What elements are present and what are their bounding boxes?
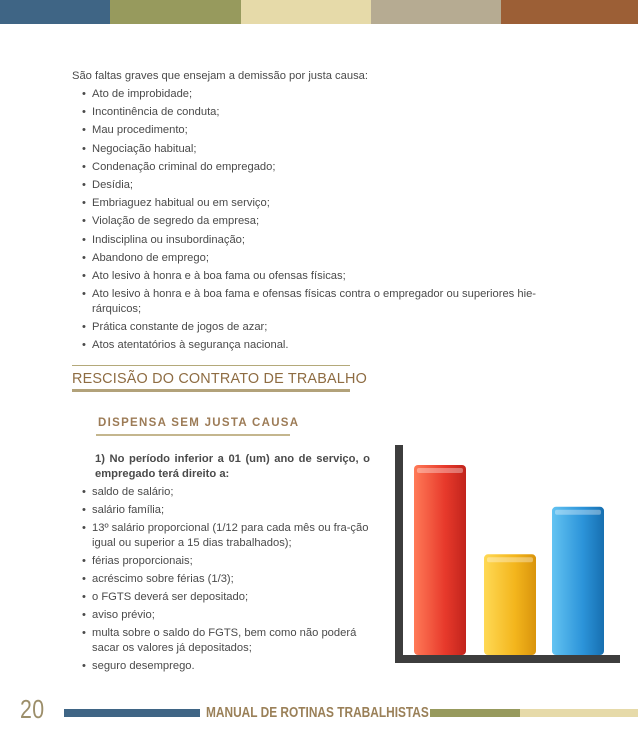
right-item: • 13º salário proporcional (1/12 para cada mês ou fra-ção igual ou superior a 15 dias trabalhados); bbox=[82, 521, 370, 551]
fault-item: • Prática constante de jogos de azar; bbox=[82, 320, 582, 335]
chart-axis-horizontal bbox=[395, 655, 620, 663]
section-underline bbox=[72, 389, 350, 392]
right-item: • aviso prévio; bbox=[82, 608, 370, 623]
serious-faults-list bbox=[82, 87, 582, 357]
footer-bar-olive bbox=[430, 709, 520, 717]
intro-text: São faltas graves que ensejam a demissão por justa causa: bbox=[72, 70, 369, 82]
header-color-band bbox=[0, 0, 638, 24]
right-item: • salário família; bbox=[82, 503, 370, 518]
subsection-underline bbox=[96, 434, 290, 436]
footer-bar-blue bbox=[64, 709, 200, 717]
footer-bar-cream bbox=[520, 709, 638, 717]
fault-item: • Violação de segredo da empresa; bbox=[82, 214, 582, 229]
right-item: • saldo de salário; bbox=[82, 485, 370, 500]
header-band-cream bbox=[241, 0, 371, 24]
illustration-bar-highlight bbox=[487, 557, 533, 562]
fault-item: • Condenação criminal do empregado; bbox=[82, 160, 582, 175]
fault-item: • Negociação habitual; bbox=[82, 142, 582, 157]
employee-rights-list bbox=[82, 485, 370, 677]
fault-item: • Indisciplina ou insubordinação; bbox=[82, 233, 582, 248]
fault-item: • Ato de improbidade; bbox=[82, 87, 582, 102]
right-item: • férias proporcionais; bbox=[82, 554, 370, 569]
right-item: • multa sobre o saldo do FGTS, bem como não poderá sacar os valores já depositados; bbox=[82, 626, 370, 656]
illustration-bar-highlight bbox=[555, 510, 601, 515]
chart-axis-vertical bbox=[395, 445, 403, 663]
fault-item: • Atos atentatórios à segurança nacional. bbox=[82, 338, 582, 353]
fault-item: • Embriaguez habitual ou em serviço; bbox=[82, 196, 582, 211]
right-item: • acréscimo sobre férias (1/3); bbox=[82, 572, 370, 587]
fault-item: • Mau procedimento; bbox=[82, 123, 582, 138]
fault-item: • Desídia; bbox=[82, 178, 582, 193]
footer-title: MANUAL DE ROTINAS TRABALHISTAS bbox=[206, 705, 429, 721]
bar-chart-illustration bbox=[378, 440, 628, 670]
fault-item: • Ato lesivo à honra e à boa fama e ofensas físicas contra o empregador ou superiores hie-rárquicos; bbox=[82, 287, 582, 317]
header-band-olive bbox=[110, 0, 241, 24]
fault-item: • Incontinência de conduta; bbox=[82, 105, 582, 120]
page-number: 20 bbox=[20, 694, 45, 724]
section-title: RESCISÃO DO CONTRATO DE TRABALHO bbox=[72, 370, 368, 387]
illustration-bar bbox=[484, 554, 536, 655]
header-band-brown bbox=[501, 0, 638, 24]
illustration-bar bbox=[414, 465, 466, 655]
period-text: 1) No período inferior a 01 (um) ano de serviço, o empregado terá direito a: bbox=[95, 453, 370, 480]
right-item: • seguro desemprego. bbox=[82, 659, 370, 674]
fault-item: • Abandono de emprego; bbox=[82, 251, 582, 266]
illustration-bar bbox=[552, 507, 604, 655]
subsection-title: DISPENSA SEM JUSTA CAUSA bbox=[98, 417, 300, 429]
right-item: • o FGTS deverá ser depositado; bbox=[82, 590, 370, 605]
header-band-taupe bbox=[371, 0, 501, 24]
illustration-bar-highlight bbox=[417, 468, 463, 473]
fault-item: • Ato lesivo à honra e à boa fama ou ofensas físicas; bbox=[82, 269, 582, 284]
header-band-blue bbox=[0, 0, 110, 24]
section-top-rule bbox=[72, 365, 350, 366]
